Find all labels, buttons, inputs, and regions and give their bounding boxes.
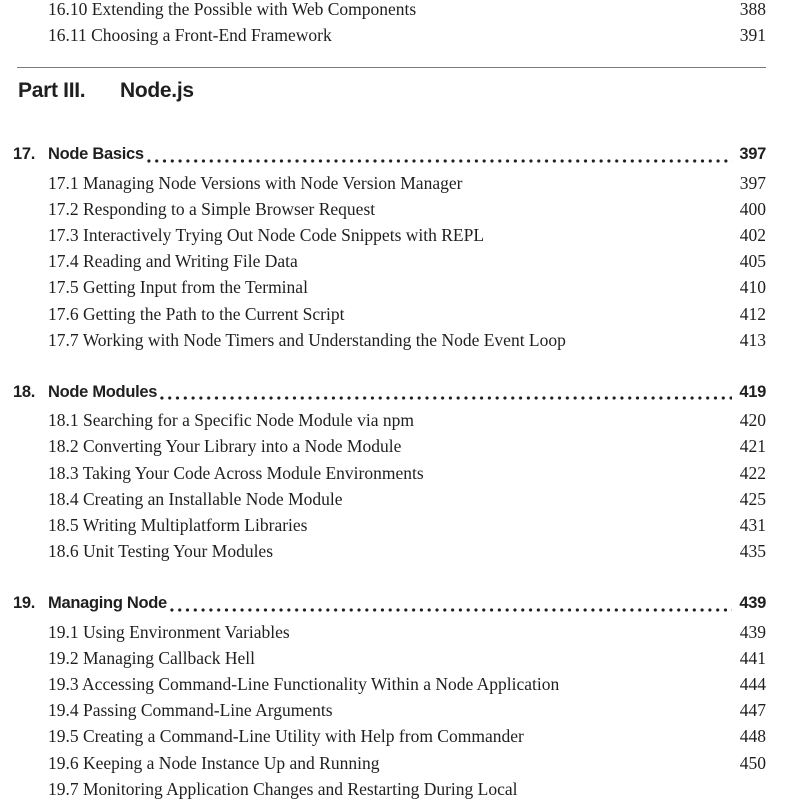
entry-title: Writing Multiplatform Libraries xyxy=(82,515,308,536)
entry-label xyxy=(48,248,298,274)
entry-number: 17.6 xyxy=(48,303,79,324)
entry-label xyxy=(48,645,255,671)
entry-label xyxy=(48,0,416,22)
entry-title: Keeping a Node Instance Up and Running xyxy=(83,752,380,773)
entry-number: 17.1 xyxy=(48,172,79,193)
page-number: 412 xyxy=(739,303,766,324)
entry-title: Accessing Command-Line Functionality Within a Node Application xyxy=(82,674,560,695)
toc-entry xyxy=(0,196,766,222)
toc-entry xyxy=(0,170,766,196)
entry-number: 18.6 xyxy=(48,541,79,562)
page-number: 439 xyxy=(739,621,766,642)
toc-entry xyxy=(0,645,766,671)
page-number: 448 xyxy=(739,726,766,747)
chapter-title: Node Basics xyxy=(48,145,144,164)
entry-number: 19.5 xyxy=(48,726,79,747)
entry-title: Taking Your Code Across Module Environments xyxy=(82,462,424,483)
entry-number: 17.2 xyxy=(48,198,79,219)
entry-title: Using Environment Variables xyxy=(83,621,290,642)
page-number: 405 xyxy=(739,251,766,272)
entry-title: Converting Your Library into a Node Module xyxy=(83,436,402,457)
part-label: Part III. xyxy=(18,79,86,103)
entry-number: 19.2 xyxy=(48,647,79,668)
toc-entry xyxy=(0,22,766,48)
entry-number: 16.10 xyxy=(48,0,88,19)
chapter-block xyxy=(0,141,766,353)
entry-label xyxy=(48,433,401,459)
page-number: 447 xyxy=(739,700,766,721)
entry-number: 17.3 xyxy=(48,225,79,246)
chapter-block xyxy=(0,379,766,564)
toc-entry xyxy=(0,512,766,538)
entry-number: 19.4 xyxy=(48,700,79,721)
dot-leader xyxy=(147,159,733,163)
entry-title: Managing Callback Hell xyxy=(83,647,256,668)
page-number: 450 xyxy=(739,752,766,773)
toc-entry xyxy=(0,619,766,645)
entry-title: Getting the Path to the Current Script xyxy=(83,303,345,324)
chapter-heading xyxy=(0,141,766,167)
entry-title: Creating an Installable Node Module xyxy=(83,488,343,509)
page-number: 413 xyxy=(739,329,766,350)
section-divider xyxy=(17,67,766,68)
entry-title: Managing Node Versions with Node Version Manager xyxy=(83,172,463,193)
part-title: Node.js xyxy=(120,79,194,103)
entry-number: 19.6 xyxy=(48,752,79,773)
entry-label xyxy=(48,222,484,248)
entry-title: Monitoring Application Changes and Restarting During Local xyxy=(83,778,518,799)
page-number: 444 xyxy=(739,674,766,695)
entry-label xyxy=(48,407,414,433)
page-number: 402 xyxy=(739,225,766,246)
entry-number: 18.5 xyxy=(48,515,79,536)
entry-title: Interactively Trying Out Node Code Snippets with REPL xyxy=(83,225,485,246)
entry-label xyxy=(48,750,379,776)
chapter-heading xyxy=(0,590,766,616)
toc-entry xyxy=(0,0,766,22)
entry-number: 16.11 xyxy=(48,25,87,46)
entry-title: Choosing a Front-End Framework xyxy=(91,25,332,46)
page-number: 400 xyxy=(739,198,766,219)
toc-entry xyxy=(0,486,766,512)
page-number: 397 xyxy=(739,145,766,164)
page-number: 421 xyxy=(739,436,766,457)
toc-entry xyxy=(0,776,766,800)
entry-title: Unit Testing Your Modules xyxy=(83,541,274,562)
page-number: 425 xyxy=(739,488,766,509)
entry-label xyxy=(48,671,559,697)
toc-entry xyxy=(0,723,766,749)
toc-entry xyxy=(0,248,766,274)
entry-label xyxy=(48,619,290,645)
part-heading xyxy=(18,76,766,106)
entry-title: Working with Node Timers and Understanding the Node Event Loop xyxy=(82,329,566,350)
entry-title: Reading and Writing File Data xyxy=(83,251,298,272)
chapter-title: Node Modules xyxy=(48,383,158,402)
chapter-heading xyxy=(0,379,766,405)
chapter-number: 18. xyxy=(13,383,36,402)
entry-label xyxy=(48,274,308,300)
page-number: 441 xyxy=(739,647,766,668)
entry-number: 18.2 xyxy=(48,436,79,457)
toc-entry xyxy=(0,750,766,776)
page-number: 391 xyxy=(739,25,766,46)
chapter-title: Managing Node xyxy=(48,594,167,613)
page-number: 435 xyxy=(739,541,766,562)
toc-entry xyxy=(0,222,766,248)
entry-label xyxy=(48,301,344,327)
entry-title: Creating a Command-Line Utility with Help from Commander xyxy=(83,726,524,747)
toc-entry xyxy=(0,301,766,327)
page-number: 419 xyxy=(739,383,766,402)
page-number: 397 xyxy=(739,172,766,193)
toc-entry xyxy=(0,327,766,353)
toc-entry xyxy=(0,274,766,300)
entry-label xyxy=(48,460,424,486)
entry-label xyxy=(48,512,308,538)
toc-entry xyxy=(0,433,766,459)
dot-leader xyxy=(170,608,732,612)
entry-label xyxy=(48,486,343,512)
entry-number: 17.4 xyxy=(48,251,79,272)
toc-entry xyxy=(0,697,766,723)
page-number: 420 xyxy=(739,410,766,431)
entry-title: Searching for a Specific Node Module via npm xyxy=(83,410,414,431)
entry-label xyxy=(48,697,333,723)
entry-number: 18.1 xyxy=(48,410,79,431)
entry-number: 18.4 xyxy=(48,488,79,509)
entry-label xyxy=(48,538,273,564)
entry-title: Passing Command-Line Arguments xyxy=(83,700,333,721)
entry-label xyxy=(48,776,518,800)
toc-entry xyxy=(0,407,766,433)
toc-entry xyxy=(0,538,766,564)
chapter-number: 17. xyxy=(13,145,36,164)
entry-title: Responding to a Simple Browser Request xyxy=(83,198,376,219)
entry-label xyxy=(48,170,462,196)
entry-number: 18.3 xyxy=(48,462,79,483)
entry-label xyxy=(48,196,375,222)
chapter-block xyxy=(0,590,766,800)
page-number: 431 xyxy=(739,515,766,536)
entry-number: 19.7 xyxy=(48,778,79,799)
entry-label xyxy=(48,22,332,48)
entry-label xyxy=(48,723,524,749)
chapter-number: 19. xyxy=(13,594,36,613)
entry-number: 19.3 xyxy=(48,674,79,695)
page-number: 410 xyxy=(739,277,766,298)
page-number: 439 xyxy=(739,594,766,613)
entry-number: 17.7 xyxy=(48,329,79,350)
toc-entry xyxy=(0,671,766,697)
page-number: 422 xyxy=(739,462,766,483)
toc-entry xyxy=(0,460,766,486)
entry-number: 19.1 xyxy=(48,621,79,642)
entry-number: 17.5 xyxy=(48,277,79,298)
page-number: 388 xyxy=(739,0,766,19)
dot-leader xyxy=(160,396,732,400)
entry-title: Extending the Possible with Web Components xyxy=(91,0,417,19)
entry-label xyxy=(48,327,566,353)
entry-title: Getting Input from the Terminal xyxy=(83,277,308,298)
